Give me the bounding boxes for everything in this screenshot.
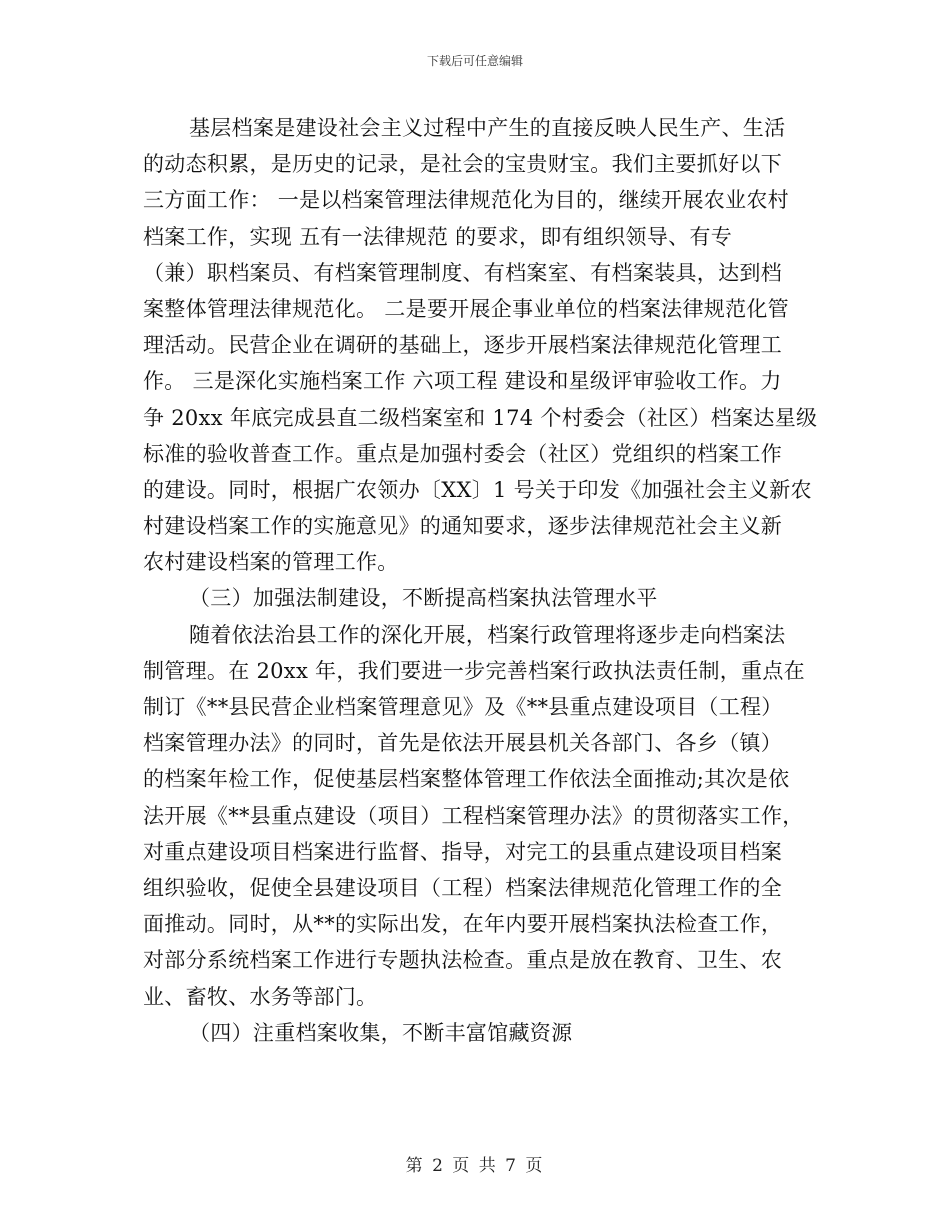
- paragraph-line: 标准的验收普查工作。重点是加强村委会（社区）党组织的档案工作: [143, 441, 782, 466]
- paragraph-line: 面推动。同时，从**的实际出发，在年内要开展档案执法检查工作，: [143, 912, 783, 937]
- paragraph-line: 三方面工作： 一是以档案管理法律规范化为目的，继续开展农业农村: [143, 188, 789, 213]
- section-heading: （三）加强法制建设，不断提高档案执法管理水平: [189, 586, 658, 611]
- paragraph-line: 制管理。在 20xx 年，我们要进一步完善档案行政执法责任制，重点在: [143, 658, 805, 683]
- paragraph-line: 基层档案是建设社会主义过程中产生的直接反映人民生产、生活: [189, 116, 786, 140]
- paragraph-line: 村建设档案工作的实施意见》的通知要求，逐步法律规范社会主义新: [143, 514, 782, 539]
- paragraph-line: 争 20xx 年底完成县直二级档案室和 174 个村委会（社区）档案达星级: [143, 405, 818, 430]
- paragraph-line: 业、畜牧、水务等部门。: [143, 984, 378, 1009]
- paragraph-line: 随着依法治县工作的深化开展，档案行政管理将逐步走向档案法: [189, 622, 786, 647]
- paragraph-line: 的动态积累，是历史的记录，是社会的宝贵财宝。我们主要抓好以下: [143, 152, 782, 177]
- paragraph-line: 理活动。民营企业在调研的基础上，逐步开展档案法律规范化管理工: [143, 333, 782, 358]
- paragraph-line: （兼）职档案员、有档案管理制度、有档案室、有档案装具，达到档: [143, 260, 782, 285]
- paragraph-line: 对部分系统档案工作进行专题执法检查。重点是放在教育、卫生、农: [143, 948, 782, 973]
- paragraph-line: 法开展《**县重点建设（项目）工程档案管理办法》的贯彻落实工作，: [143, 803, 804, 828]
- paragraph-line: 作。 三是深化实施档案工作 六项工程 建设和星级评审验收工作。力: [143, 369, 782, 394]
- paragraph-line: 档案工作，实现 五有一法律规范 的要求，即有组织领导、有专: [143, 224, 733, 249]
- page-header: 下载后可任意编辑: [426, 54, 523, 68]
- page-number: 第 2 页 共 7 页: [405, 1156, 545, 1176]
- paragraph-line: 制订《**县民营企业档案管理意见》及《**县重点建设项目（工程）: [143, 695, 783, 719]
- paragraph-line: 的档案年检工作，促使基层档案整体管理工作依法全面推动;其次是依: [143, 767, 790, 792]
- document-body: [143, 110, 818, 1051]
- paragraph-line: 案整体管理法律规范化。 二是要开展企事业单位的档案法律规范化管: [143, 296, 789, 321]
- paragraph-line: 对重点建设项目档案进行监督、指导，对完工的县重点建设项目档案: [143, 839, 782, 864]
- section-heading: （四）注重档案收集，不断丰富馆藏资源: [189, 1020, 573, 1045]
- paragraph-line: 农村建设档案的管理工作。: [143, 550, 399, 575]
- paragraph-line: 的建设。同时，根据广农领办〔XX〕1 号关于印发《加强社会主义新农: [143, 477, 812, 502]
- paragraph-line: 档案管理办法》的同时，首先是依法开展县机关各部门、各乡（镇）: [143, 731, 782, 756]
- paragraph-line: 组织验收，促使全县建设项目（工程）档案法律规范化管理工作的全: [143, 875, 782, 900]
